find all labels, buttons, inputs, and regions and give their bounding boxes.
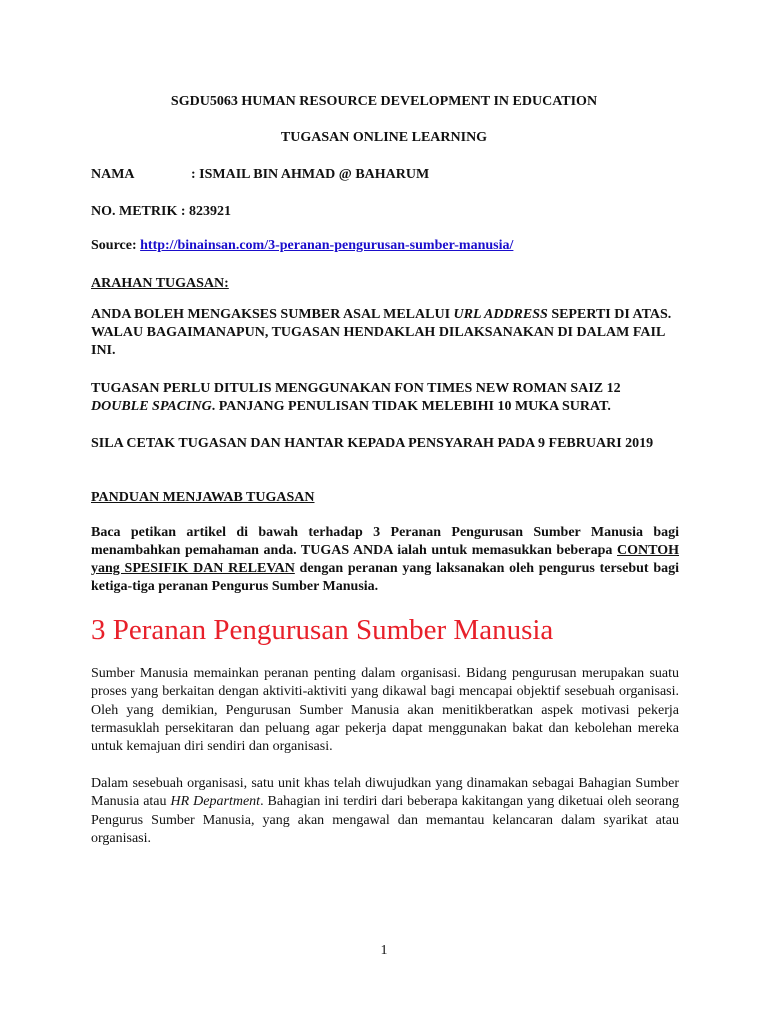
- source-line: [91, 237, 679, 255]
- page-number: 1: [380, 943, 388, 958]
- guide-paragraph: [91, 524, 679, 596]
- guide-text-b: dengan peranan yang laksanakan oleh pengurus tersebut bagi ketiga-tiga peranan Pengurus Sumber Manusia.: [91, 561, 679, 594]
- source-link[interactable]: http://binainsan.com/3-peranan-pengurusan-sumber-manusia/: [140, 238, 514, 253]
- article-2-emphasis: HR Department: [170, 794, 261, 810]
- instruction-2-text-a: TUGASAN PERLU DITULIS MENGGUNAKAN FON TIMES NEW ROMAN SAIZ 12: [91, 381, 621, 396]
- article-paragraph-2: [91, 775, 679, 848]
- name-value: : ISMAIL BIN AHMAD @ BAHARUM: [191, 167, 430, 182]
- article-2-text-b: . Bahagian ini terdiri dari beberapa kakitangan yang diketuai oleh seorang Pengurus Sumber Manusia, yang akan mengawal dan memantau kelancaran dalam syarikat atau organisasi.: [91, 794, 680, 846]
- guide-text-a: Baca petikan artikel di bawah terhadap 3 Peranan Pengurusan Sumber Manusia bagi menambahkan pemahaman anda. TUGAS ANDA ialah untuk memasukkan beberapa: [91, 525, 679, 558]
- guide-text-underlined: CONTOH yang SPESIFIK DAN RELEVAN: [91, 543, 679, 576]
- student-metric-line: [91, 203, 679, 221]
- metric-value: : 823921: [180, 204, 232, 219]
- instruction-paragraph-1: [91, 306, 679, 360]
- source-label: Source:: [91, 238, 141, 253]
- metric-label: NO. METRIK: [91, 204, 178, 219]
- instruction-paragraph-2: [91, 380, 679, 416]
- instruction-2-emphasis: DOUBLE SPACING: [91, 399, 212, 414]
- article-title: 3 Peranan Pengurusan Sumber Manusia: [91, 614, 554, 646]
- instructions-heading: ARAHAN TUGASAN:: [91, 276, 229, 291]
- article-paragraph-1: Sumber Manusia memainkan peranan penting dalam organisasi. Bidang pengurusan merupakan suatu proses yang berkaitan dengan aktiviti-aktiviti yang dikawal bagi mencapai objektif sesebuah organisasi. Oleh yang demikian, Pengurusan Sumber Manusia akan menitikberatkan aspek motivasi pekerja termasuklah persekitaran dan peluang agar pekerja dapat menggunakan bakat dan kebolehan mereka untuk kemajuan diri sendiri dan organisasi.: [91, 666, 679, 755]
- article-2-text-a: Dalam sesebuah organisasi, satu unit khas telah diwujudkan yang dinamakan sebagai Bahagian Sumber Manusia atau: [91, 776, 679, 810]
- assignment-title: TUGASAN ONLINE LEARNING: [280, 130, 488, 145]
- guide-heading: PANDUAN MENJAWAB TUGASAN: [91, 490, 315, 505]
- instruction-1-emphasis: URL ADDRESS: [453, 307, 548, 322]
- name-label: NAMA: [91, 167, 135, 182]
- instruction-2-text-b: . PANJANG PENULISAN TIDAK MELEBIHI 10 MUKA SURAT.: [211, 399, 611, 414]
- course-title: SGDU5063 HUMAN RESOURCE DEVELOPMENT IN EDUCATION: [170, 94, 598, 109]
- student-name-line: [91, 166, 679, 184]
- instruction-1-text-a: ANDA BOLEH MENGAKSES SUMBER ASAL MELALUI: [91, 307, 454, 322]
- instruction-1-text-b: SEPERTI DI ATAS. WALAU BAGAIMANAPUN, TUGASAN HENDAKLAH DILAKSANAKAN DI DALAM FAIL INI.: [91, 307, 672, 358]
- instruction-paragraph-3: SILA CETAK TUGASAN DAN HANTAR KEPADA PENSYARAH PADA 9 FEBRUARI 2019: [91, 436, 654, 451]
